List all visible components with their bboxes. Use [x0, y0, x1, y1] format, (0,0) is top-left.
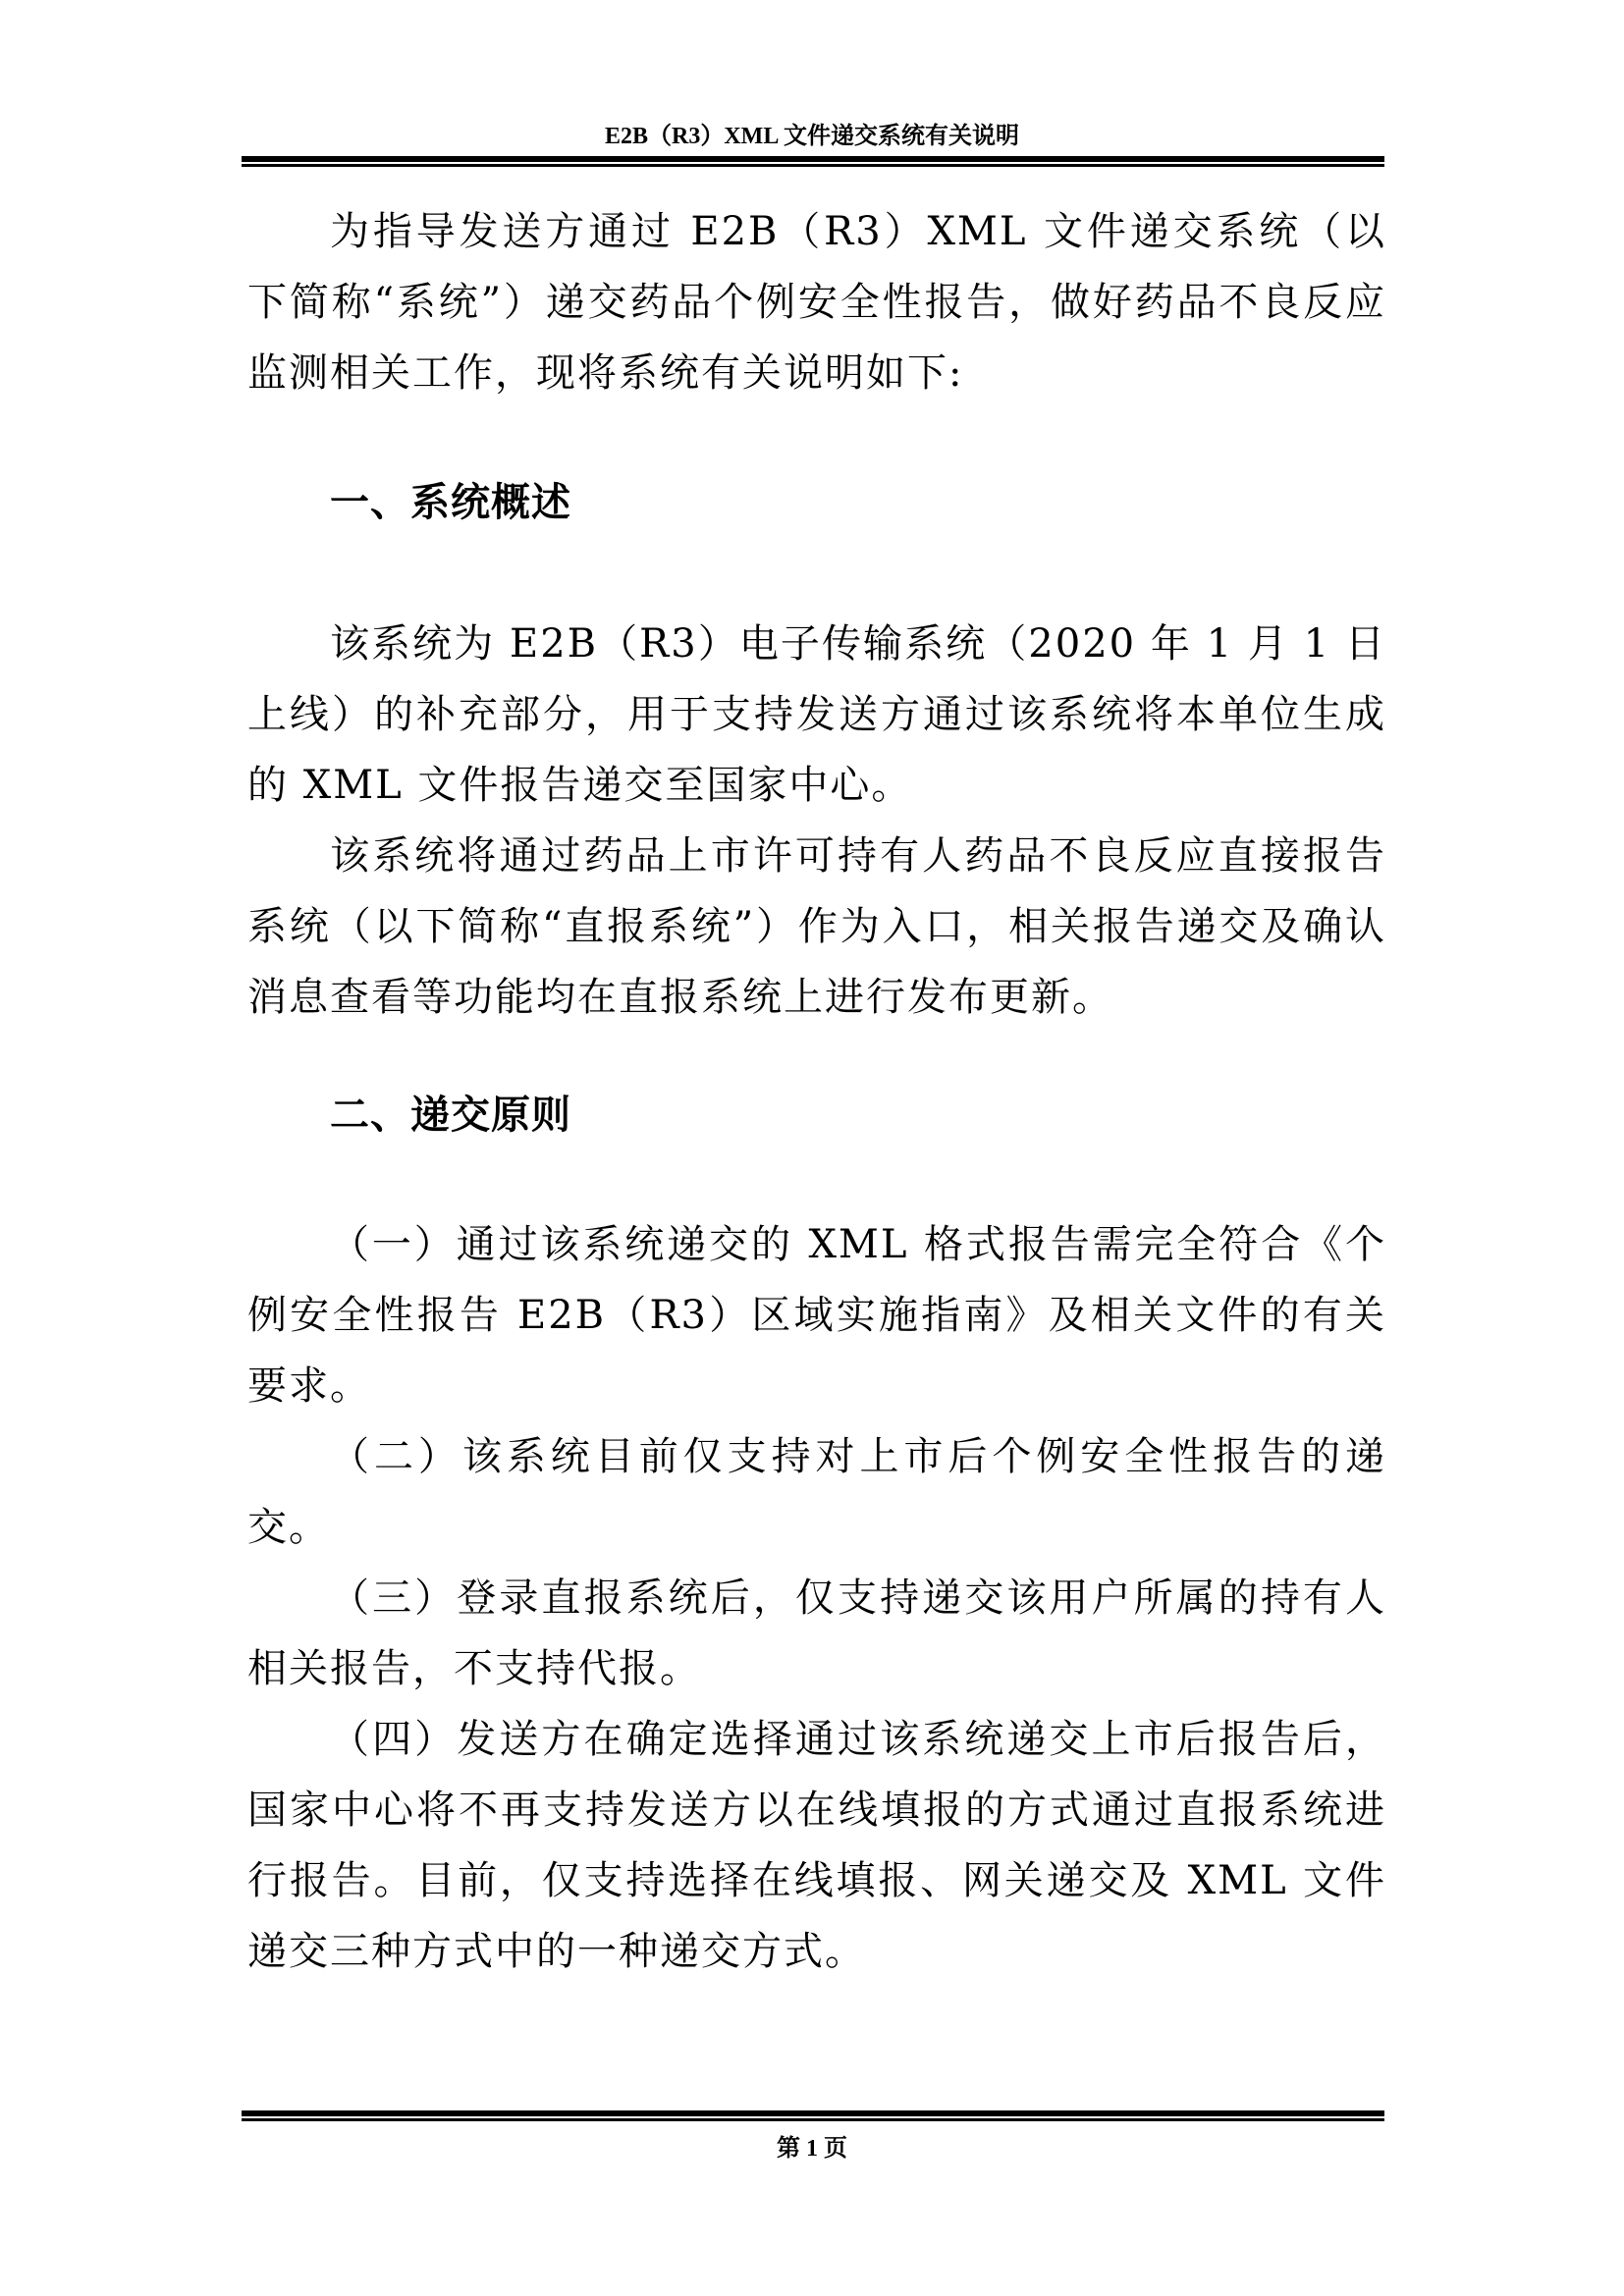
paragraph: （一）通过该系统递交的 XML 格式报告需完全符合《个例安全性报告 E2B（R3）区域实施指南》及相关文件的有关要求。 [247, 1222, 1386, 1409]
paragraph: （二）该系统目前仅支持对上市后个例安全性报告的递交。 [247, 1434, 1386, 1550]
intro-paragraph: 为指导发送方通过 E2B（R3）XML 文件递交系统（以下简称“系统”）递交药品个例安全性报告，做好药品不良反应监测相关工作，现将系统有关说明如下: [247, 209, 1386, 396]
footer-rule-thin [242, 2118, 1384, 2121]
running-header-title: E2B（R3）XML 文件递交系统有关说明 [604, 124, 1019, 149]
header-rule-thick [242, 156, 1384, 162]
paragraph: 该系统为 E2B（R3）电子传输系统（2020 年 1 月 1 日上线）的补充部分，用于支持发送方通过该系统将本单位生成的 XML 文件报告递交至国家中心。 [247, 621, 1386, 808]
intro-block [247, 196, 1386, 408]
footer-rule-thick [242, 2110, 1384, 2116]
section-heading: 二、递交原则 [330, 1093, 571, 1138]
section-heading: 一、系统概述 [330, 480, 571, 525]
paragraph: 该系统将通过药品上市许可持有人药品不良反应直接报告系统（以下简称“直报系统”）作为入口，相关报告递交及确认消息查看等功能均在直报系统上进行发布更新。 [247, 833, 1386, 1020]
section-2-body [247, 1209, 1386, 1987]
section-2 [247, 1080, 1386, 1150]
paragraph: （四）发送方在确定选择通过该系统递交上市后报告后，国家中心将不再支持发送方以在线填报的方式通过直报系统进行报告。目前，仅支持选择在线填报、网关递交及 XML 文件递交三种方式中的一种递交方式。 [247, 1717, 1386, 1974]
section-1-body [247, 609, 1386, 1033]
page-number: 第 1 页 [777, 2136, 847, 2162]
paragraph: （三）登录直报系统后，仅支持递交该用户所属的持有人相关报告，不支持代报。 [247, 1575, 1386, 1691]
section-1 [247, 467, 1386, 538]
header-rule-thin [242, 164, 1384, 167]
